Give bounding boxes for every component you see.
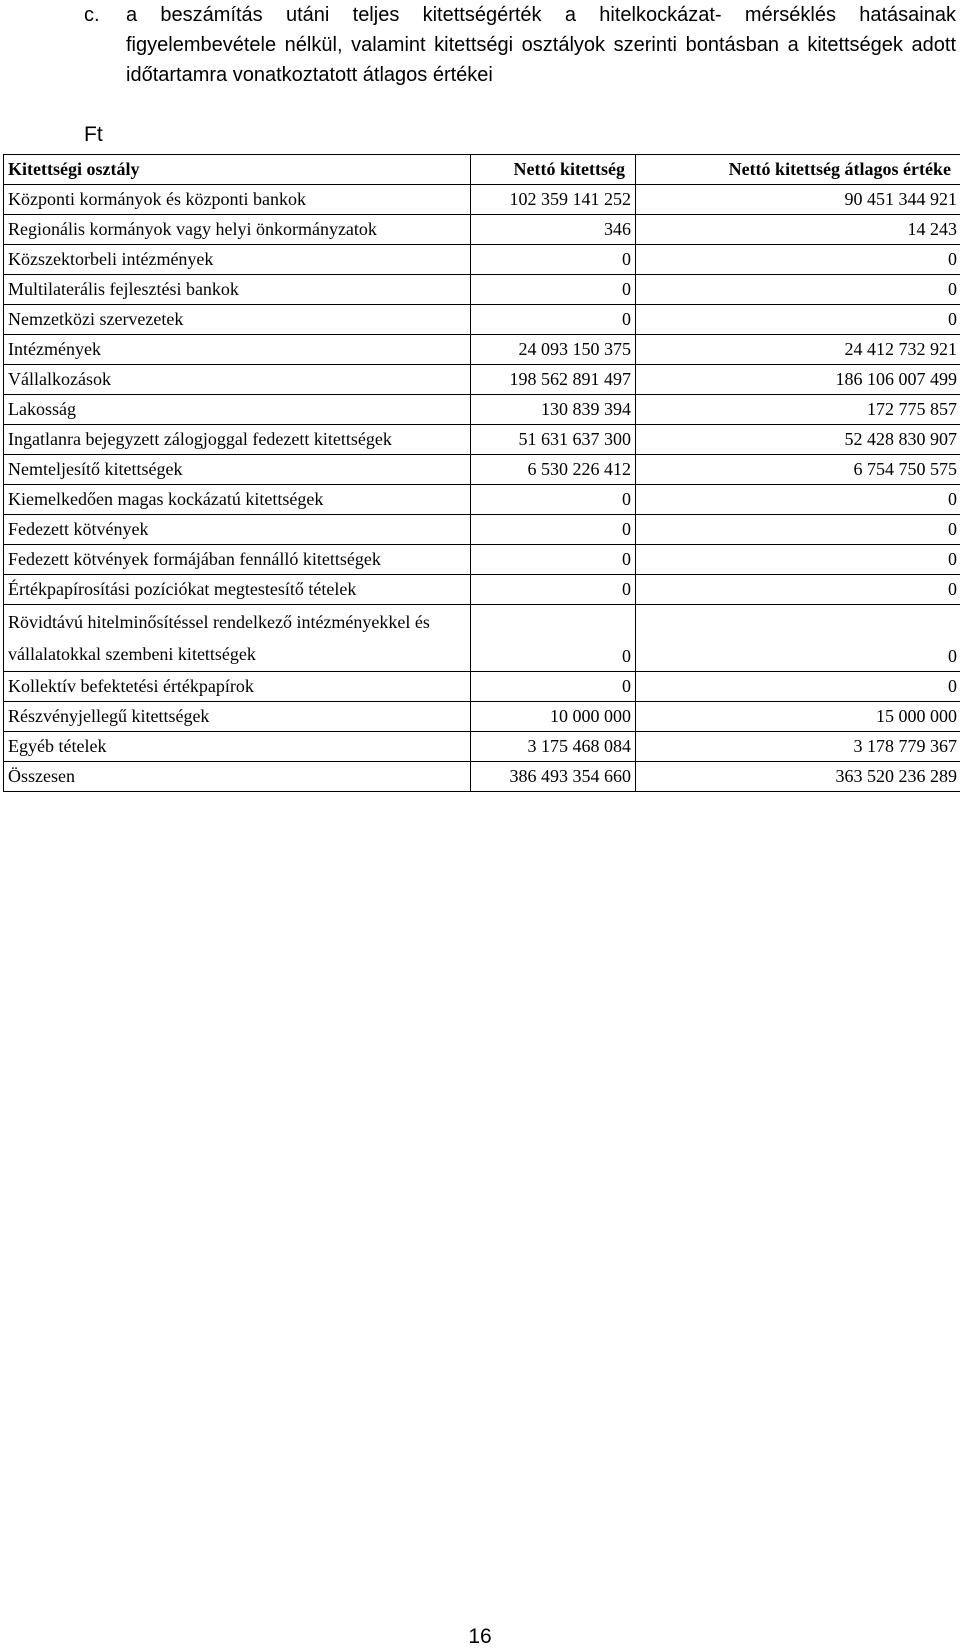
cell-class: Közszektorbeli intézmények bbox=[4, 245, 471, 275]
cell-net: 0 bbox=[471, 575, 636, 605]
cell-net: 0 bbox=[471, 305, 636, 335]
cell-net: 0 bbox=[471, 245, 636, 275]
cell-net: 130 839 394 bbox=[471, 395, 636, 425]
cell-class: Összesen bbox=[4, 762, 471, 792]
table-row bbox=[4, 455, 960, 485]
cell-net: 3 175 468 084 bbox=[471, 732, 636, 762]
cell-average: 0 bbox=[636, 575, 960, 605]
cell-class: Értékpapírosítási pozíciókat megtestesítő tételek bbox=[4, 575, 471, 605]
table-row bbox=[4, 245, 960, 275]
cell-average: 0 bbox=[636, 275, 960, 305]
exposure-table bbox=[3, 154, 960, 792]
table-header-row bbox=[4, 155, 960, 185]
cell-average: 15 000 000 bbox=[636, 702, 960, 732]
cell-net: 0 bbox=[471, 545, 636, 575]
cell-average: 0 bbox=[636, 515, 960, 545]
cell-net: 346 bbox=[471, 215, 636, 245]
cell-average: 3 178 779 367 bbox=[636, 732, 960, 762]
cell-net: 386 493 354 660 bbox=[471, 762, 636, 792]
cell-class: Fedezett kötvények formájában fennálló kitettségek bbox=[4, 545, 471, 575]
table-row bbox=[4, 605, 960, 672]
cell-class: Kiemelkedően magas kockázatú kitettségek bbox=[4, 485, 471, 515]
table-row bbox=[4, 215, 960, 245]
cell-average: 52 428 830 907 bbox=[636, 425, 960, 455]
intro-text: a beszámítás utáni teljes kitettségérték a hitelkockázat- mérséklés hatásainak figyelembevétele nélkül, valamint kitettségi osztályok szerinti bontásban a kitettségek adott időtartamra vonatkoztatott átlagos értékei bbox=[126, 4, 956, 86]
currency-unit: Ft bbox=[84, 123, 103, 146]
cell-net: 0 bbox=[471, 275, 636, 305]
table-row bbox=[4, 305, 960, 335]
cell-average: 186 106 007 499 bbox=[636, 365, 960, 395]
cell-class: Fedezett kötvények bbox=[4, 515, 471, 545]
cell-net: 0 bbox=[471, 672, 636, 702]
cell-average: 0 bbox=[636, 605, 960, 672]
table-row bbox=[4, 702, 960, 732]
cell-net: 0 bbox=[471, 605, 636, 672]
cell-average: 24 412 732 921 bbox=[636, 335, 960, 365]
cell-class: Kollektív befektetési értékpapírok bbox=[4, 672, 471, 702]
header-exposure-class: Kitettségi osztály bbox=[4, 155, 471, 185]
cell-average: 0 bbox=[636, 305, 960, 335]
cell-average: 0 bbox=[636, 545, 960, 575]
table-row bbox=[4, 335, 960, 365]
cell-net: 0 bbox=[471, 485, 636, 515]
table-row bbox=[4, 185, 960, 215]
cell-class: Központi kormányok és központi bankok bbox=[4, 185, 471, 215]
cell-average: 363 520 236 289 bbox=[636, 762, 960, 792]
cell-class: Részvényjellegű kitettségek bbox=[4, 702, 471, 732]
cell-class: Vállalkozások bbox=[4, 365, 471, 395]
cell-class: Egyéb tételek bbox=[4, 732, 471, 762]
cell-average: 14 243 bbox=[636, 215, 960, 245]
table-row bbox=[4, 365, 960, 395]
page-number: 16 bbox=[468, 1625, 492, 1648]
header-average-net-exposure: Nettó kitettség átlagos értéke bbox=[636, 155, 960, 185]
header-net-exposure: Nettó kitettség bbox=[471, 155, 636, 185]
cell-average: 0 bbox=[636, 672, 960, 702]
cell-net: 102 359 141 252 bbox=[471, 185, 636, 215]
cell-average: 172 775 857 bbox=[636, 395, 960, 425]
table-row bbox=[4, 395, 960, 425]
cell-net: 6 530 226 412 bbox=[471, 455, 636, 485]
cell-net: 51 631 637 300 bbox=[471, 425, 636, 455]
cell-net: 24 093 150 375 bbox=[471, 335, 636, 365]
cell-net: 10 000 000 bbox=[471, 702, 636, 732]
list-marker: c. bbox=[84, 4, 100, 26]
table-row bbox=[4, 732, 960, 762]
cell-class: Nemzetközi szervezetek bbox=[4, 305, 471, 335]
cell-average: 0 bbox=[636, 485, 960, 515]
cell-average: 6 754 750 575 bbox=[636, 455, 960, 485]
intro-paragraph bbox=[84, 0, 960, 90]
cell-net: 0 bbox=[471, 515, 636, 545]
cell-class: Regionális kormányok vagy helyi önkormányzatok bbox=[4, 215, 471, 245]
cell-class: Nemteljesítő kitettségek bbox=[4, 455, 471, 485]
table-row bbox=[4, 672, 960, 702]
table-row bbox=[4, 545, 960, 575]
cell-net: 198 562 891 497 bbox=[471, 365, 636, 395]
table-row bbox=[4, 575, 960, 605]
table-row bbox=[4, 275, 960, 305]
cell-class: Lakosság bbox=[4, 395, 471, 425]
cell-average: 90 451 344 921 bbox=[636, 185, 960, 215]
table-row bbox=[4, 425, 960, 455]
cell-class: Rövidtávú hitelminősítéssel rendelkező intézményekkel és vállalatokkal szembeni kitettségek bbox=[4, 605, 471, 672]
table-row bbox=[4, 485, 960, 515]
table-total-row bbox=[4, 762, 960, 792]
cell-class: Multilaterális fejlesztési bankok bbox=[4, 275, 471, 305]
cell-average: 0 bbox=[636, 245, 960, 275]
table-row bbox=[4, 515, 960, 545]
cell-class: Intézmények bbox=[4, 335, 471, 365]
cell-class: Ingatlanra bejegyzett zálogjoggal fedezett kitettségek bbox=[4, 425, 471, 455]
